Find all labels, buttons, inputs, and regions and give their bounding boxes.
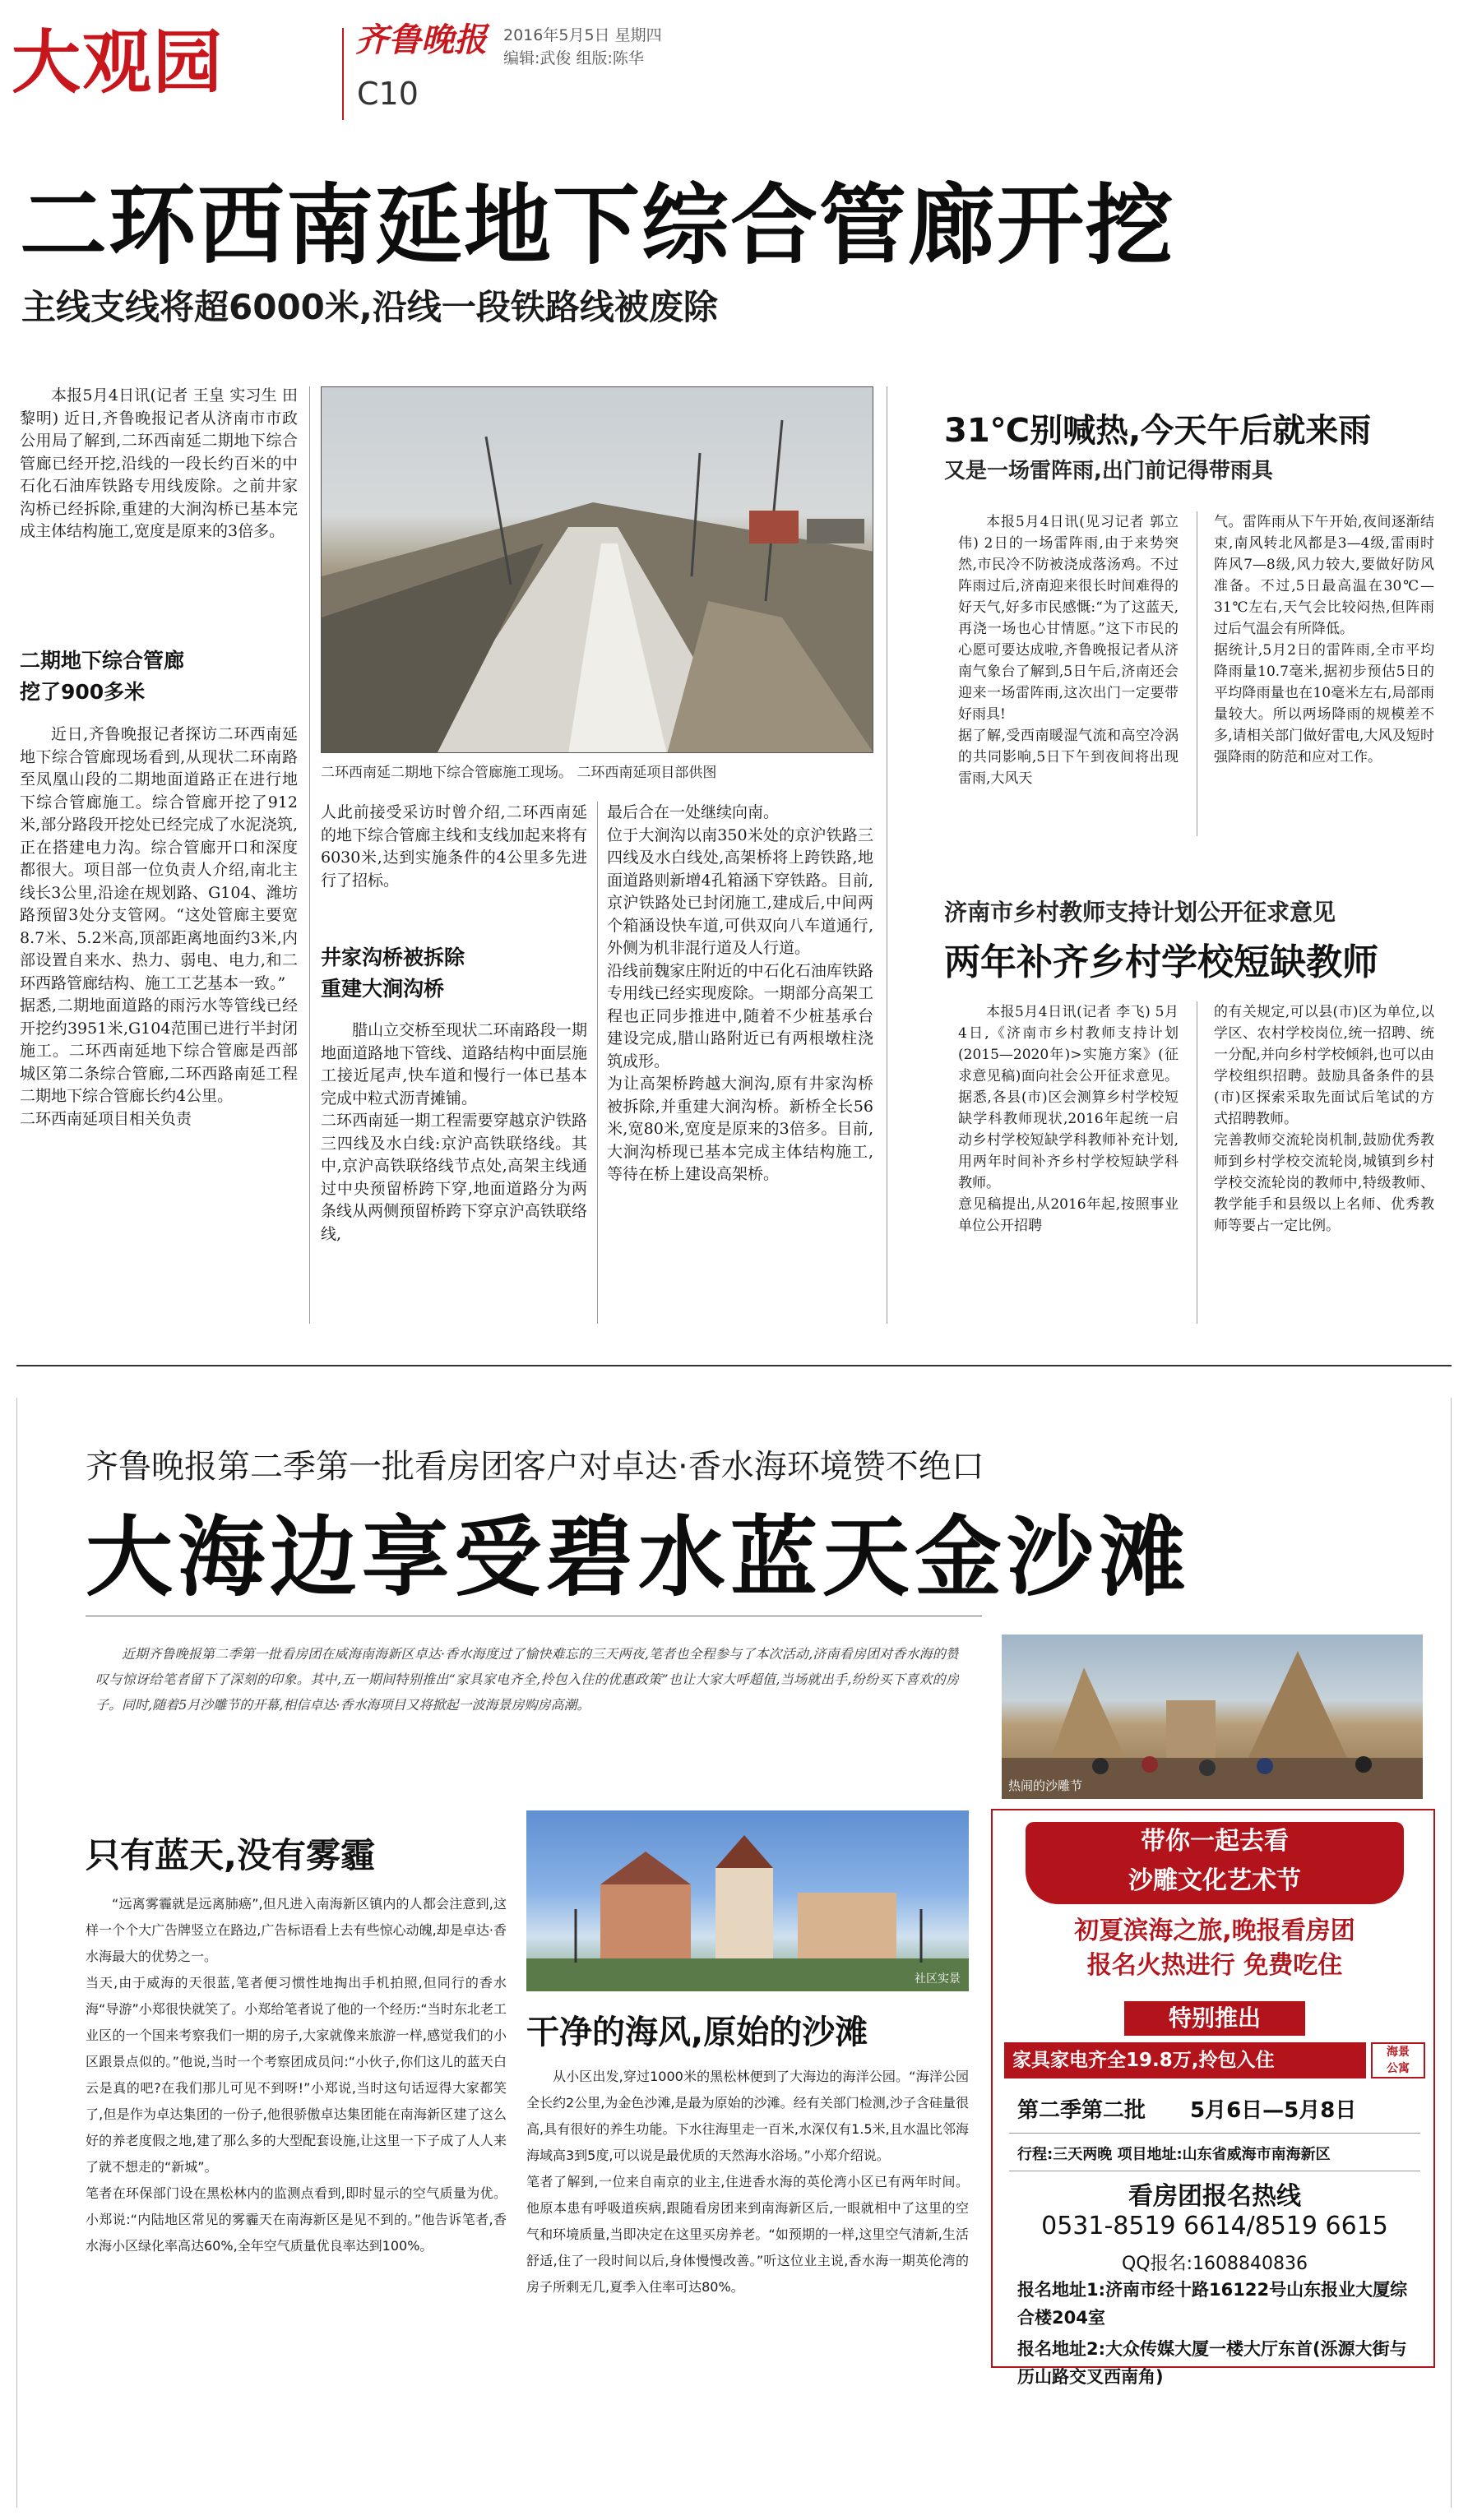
- community-image: [526, 1810, 969, 1991]
- ad-kicker: 齐鲁晚报第二季第一批看房团客户对卓达·香水海环境赞不绝口: [86, 1448, 984, 1486]
- construction-site-image: [322, 387, 873, 753]
- ad-sec2-body: 从小区出发,穿过1000米的黑松林便到了大海边的海洋公园。“海洋公园全长约2公里,为金色沙滩,是最为原始的沙滩。经有关部门检测,沙子含硅量很高,具有很好的养生功能。下水往海里走一百米,水深仅有1.5米,且水温比邻海海域高3到5度,可以说是最优质的天然海水浴场。”小郑介绍说。 笔者了解到,一位来自南京的业主,住进香水海的英伦湾小区已有两年时间。他原本患有呼吸道疾病,跟随看房团来到南海新区后,一眼就相中了这里的空气和环境质量,当即决定在这里买房养老。“如预期的一样,这里空气清新,生活舒适,住了一段时间以后,身体慢慢改善。”听这位业主说,香水海一期英伦湾的房子所剩无几,夏季入住率可达80%。: [526, 2069, 969, 2295]
- column-rule: [597, 802, 598, 1324]
- sand-sculpture-photo: [1002, 1635, 1423, 1799]
- lead-col2-body-b: 腊山立交桥至现状二环南路段一期地面道路地下管线、道路结构中面层施工接近尾声,快车道和慢行一体已基本完成中粒式沥青摊铺。 二环西南延一期工程需要穿越京沪铁路三四线及水白线:京沪高铁联络线。其中,京沪高铁联络线节点处,高架主线通过中央预留桥跨下穿,地面道路分为两条线从两侧预留桥跨下穿京沪高铁联络线,: [321, 1021, 587, 1243]
- column-rule: [309, 386, 310, 1324]
- editor-line: 编辑:武俊 组版:陈华: [503, 49, 644, 67]
- promo-rule: [1009, 2133, 1420, 2134]
- page-separator: [16, 1365, 1452, 1366]
- teachers-kicker: 济南市乡村教师支持计划公开征求意见: [944, 899, 1336, 926]
- ad-sec2-title: 干净的海风,原始的沙滩: [526, 2014, 868, 2051]
- itinerary: 行程:三天两晚 项目地址:山东省威海市南海新区: [1017, 2146, 1331, 2163]
- special-offer: 家具家电齐全19.8万,拎包入住: [1004, 2042, 1366, 2078]
- special-tag: 海景 公寓: [1371, 2042, 1425, 2078]
- qq-signup: QQ报名:1608840836: [1121, 2254, 1308, 2274]
- construction-photo: [321, 386, 873, 753]
- photo-caption: 二环西南延二期地下综合管廊施工现场。 二环西南延项目部供图: [321, 765, 717, 781]
- lead-subhead: 主线支线将超6000米,沿线一段铁路线被废除: [21, 287, 718, 327]
- weather-headline: 31℃别喊热,今天午后就来雨: [944, 412, 1372, 450]
- weather-col1: 本报5月4日讯(见习记者 郭立伟) 2日的一场雷阵雨,由于来势突然,市民冷不防被浇成落汤鸡。不过阵雨过后,济南迎来很长时间难得的好天气,好多市民感慨:“为了这蓝天,再浇一场也心甘情愿。”这下市民的心愿可要达成啦,齐鲁晚报记者从济南气象台了解到,5日午后,济南还会迎来一场雷阵雨,这次出门一定要带好雨具! 据了解,受西南暖湿气流和高空冷涡的共同影响,5日下午到夜间将出现雷雨,大风天: [958, 514, 1179, 787]
- weather-subhead: 又是一场雷阵雨,出门前记得带雨具: [944, 459, 1273, 483]
- teachers-col2: 的有关规定,可以县(市)区为单位,以学区、农村学校岗位,统一招聘、统一分配,并向乡村学校倾斜,也可以由学校组织招聘。鼓励具备条件的县(市)区探索采取先面试后笔试的方式招聘教师。 完善教师交流轮岗机制,鼓励优秀教师到乡村学校交流轮岗,城镇到乡村学校交流轮岗的教师中,特级教师、教学能手和县级以上名师、优秀教师等要占一定比例。: [1214, 1004, 1434, 1234]
- hotline-title: 看房团报名热线: [1128, 2182, 1301, 2211]
- photo1-caption: 热闹的沙雕节: [1008, 1778, 1083, 1793]
- teachers-col1: 本报5月4日讯(记者 李飞) 5月4日,《济南市乡村教师支持计划(2015—2020年)>实施方案》(征求意见稿)面向社会公开征求意见。据悉,各县(市)区会测算乡村学校短缺学科教师现状,2016年起统一启动乡村学校短缺学科教师补充计划,用两年时间补齐乡村学校短缺学科教师。 意见稿提出,从2016年起,按照事业单位公开招聘: [958, 1004, 1179, 1234]
- community-photo: [526, 1810, 969, 1991]
- lead-col3-body: 最后合在一处继续向南。 位于大涧沟以南350米处的京沪铁路三四线及水白线处,高架桥将上跨铁路,地面道路则新增4孔箱涵下穿铁路。目前,京沪铁路处已封闭施工,建成后,中间两个箱涵设快车道,可供双向八车道通行,外侧为机非混行道及人行道。 沿线前魏家庄附近的中石化石油库铁路专用线已经实现废除。一期部分高架工程也正同步推进中,随着不少桩基承台建设完成,腊山路附近已有两根墩柱浇筑成形。 为让高架桥跨越大涧沟,原有井家沟桥被拆除,并重建大涧沟桥。新桥全长56米,宽80米,宽度是原来的3倍多。目前,大涧沟桥现已基本完成主体结构施工,等待在桥上建设高架桥。: [607, 803, 873, 1183]
- paper-name: 齐鲁晚报: [355, 21, 487, 59]
- section-title: 大观园: [12, 22, 225, 103]
- promo-banner: 带你一起去看 沙雕文化艺术节: [1026, 1822, 1404, 1904]
- lead-subheading-1: 二期地下综合管廊 挖了900多米: [20, 649, 185, 704]
- ad-sec1-title: 只有蓝天,没有雾霾: [86, 1835, 375, 1875]
- hotline-phones: 0531-8519 6614/8519 6615: [1041, 2212, 1388, 2240]
- lead-col2-body-a: 人此前接受采访时曾介绍,二环西南延的地下综合管廊主线和支线加起来将有6030米,达到实施条件的4公里多先进行了招标。: [321, 803, 587, 890]
- address-1: 报名地址1:济南市经十路16122号山东报业大厦综合楼204室: [1017, 2280, 1408, 2328]
- masthead-divider: [342, 28, 344, 120]
- batch-dates: 5月6日—5月8日: [1190, 2098, 1357, 2123]
- photo2-caption: 社区实景: [915, 1972, 961, 1986]
- teachers-headline: 两年补齐乡村学校短缺教师: [944, 941, 1378, 983]
- weather-col2: 气。雷阵雨从下午开始,夜间逐渐结束,南风转北风都是3—4级,雷雨时阵风7—8级,风力较大,要做好防风准备。不过,5日最高温在30℃—31℃左右,天气会比较闷热,但阵雨过后气温会有所降低。 据统计,5月2日的雷阵雨,全市平均降雨量10.7毫米,据初步预估5日的平均降雨量也在10毫米左右,局部雨量较大。所以两场降雨的规模差不多,请相关部门做好雷电,大风及短时强降雨的防范和应对工作。: [1214, 514, 1434, 765]
- ad-intro: 近期齐鲁晚报第二季第一批看房团在威海南海新区卓达·香水海度过了愉快难忘的三天两夜,笔者也全程参与了本次活动,济南看房团对香水海的赞叹与惊讶给笔者留下了深刻的印象。其中,五一期间特别推出“家具家电齐全,拎包入住的优惠政策”也让大家大呼超值,当场就出手,纷纷买下喜欢的房子。同时,随着5月沙雕节的开幕,相信卓达·香水海项目又将掀起一波海景房购房高潮。: [95, 1646, 959, 1713]
- special-title: 特别推出: [1124, 2001, 1305, 2036]
- lead-intro: 本报5月4日讯(记者 王皇 实习生 田黎明) 近日,齐鲁晚报记者从济南市市政公用局了解到,二环西南延二期地下综合管廊已经开挖,沿线的一段长约百米的中石化石油库铁路专用线废除。之前井家沟桥已经拆除,重建的大涧沟桥已基本完成主体结构施工,宽度是原来的3倍多。: [20, 386, 298, 540]
- sand-sculpture-image: [1002, 1635, 1423, 1799]
- batch-label: 第二季第二批: [1017, 2098, 1146, 2123]
- lead-col1-body: 近日,齐鲁晚报记者探访二环西南延地下综合管廊现场看到,从现状二环南路至凤凰山段的二期地面道路正在进行地下综合管廊施工。综合管廊开挖了912米,部分路段开挖处已经完成了水泥浇筑,正在搭建电力沟。综合管廊开口和深度都很大。项目部一位负责人介绍,南北主线长3公里,沿途在规划路、G104、潍坊路预留3处分支管网。“这处管廊主要宽8.7米、5.2米高,顶部距离地面约3米,内部设置自来水、热力、弱电、电力,和二环西路管廊结构、施工工艺基本一致。” 据悉,二期地面道路的雨污水等管线已经开挖约3951米,G104范围已进行半封闭施工。二环西南延地下综合管廊是西部城区第二条综合管廊,二环西路南延工程二期地下综合管廊长约4公里。 二环西南延项目相关负责: [20, 725, 298, 1128]
- tour-promo-box: [991, 1809, 1435, 2387]
- promo-slogan: 初夏滨海之旅,晚报看房团 报名火热进行 免费吃住: [1074, 1917, 1355, 1980]
- masthead: [0, 0, 1468, 144]
- address-2: 报名地址2:大众传媒大厦一楼大厅东首(泺源大街与历山路交叉西南角): [1017, 2339, 1407, 2387]
- lead-subheading-2: 井家沟桥被拆除 重建大涧沟桥: [321, 946, 465, 1001]
- lead-headline: 二环西南延地下综合管廊开挖: [20, 175, 1174, 276]
- ad-sec1-body: “远离雾霾就是远离肺癌”,但凡进入南海新区镇内的人都会注意到,这样一个个大广告牌竖立在路边,广告标语看上去有些惊心动魄,却是卓达·香水海最大的优势之一。 当天,由于威海的天很蓝,笔者便习惯性地掏出手机拍照,但同行的香水海“导游”小郑很快就笑了。小郑给笔者说了他的一个经历:“当时东北老工业区的一个国来考察我们一期的房子,大家就像来旅游一样,感觉我们的小区跟景点似的。”他说,当时一个考察团成员问:“小伙子,你们这儿的蓝天白云是真的吧?在我们那儿可见不到呀!”小郑说,当时这句话逗得大家都笑了,但是作为卓达集团的一份子,他很骄傲卓达集团能在南海新区建了这么好的养老度假之地,建了那么多的大型配套设施,让这里一下子成了人人来了就不想走的“新城”。 笔者在环保部门设在黑松林内的监测点看到,即时显示的空气质量为优。小郑说:“内陆地区常见的雾霾天在南海新区是见不到的。”他告诉笔者,香水海小区绿化率高达60%,全年空气质量优良率达到100%。: [86, 1896, 507, 2254]
- ad-headline: 大海边享受碧水蓝天金沙滩: [86, 1507, 1191, 1608]
- page-number: C10: [357, 76, 419, 112]
- date-line: 2016年5月5日 星期四: [503, 26, 662, 44]
